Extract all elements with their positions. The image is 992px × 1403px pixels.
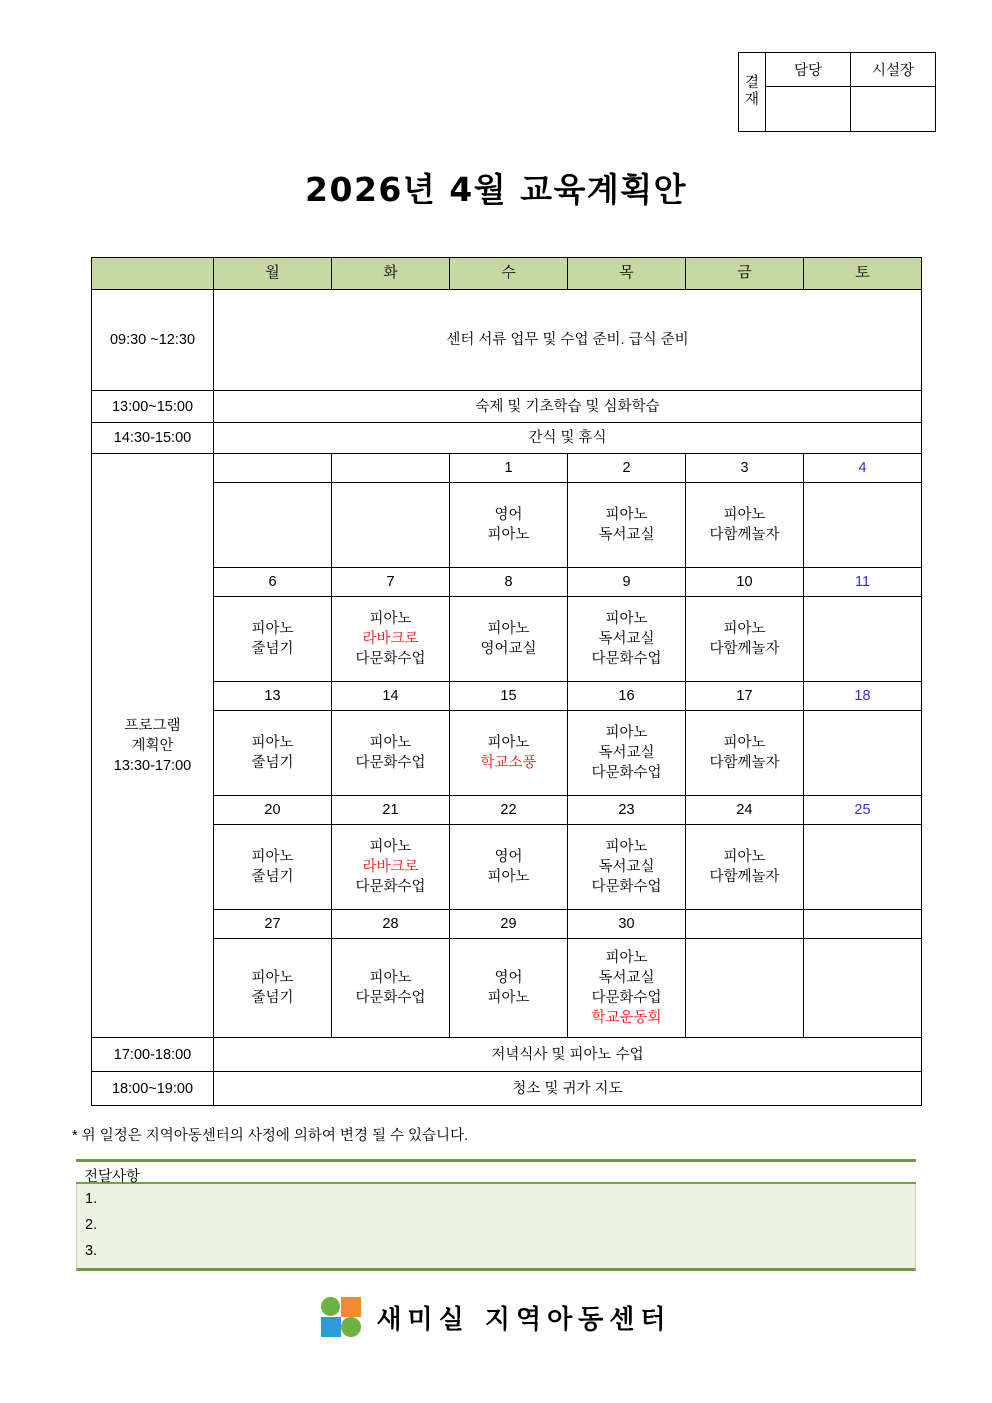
- header-friday: 금: [686, 258, 804, 290]
- program-plan-line-2: 계획안: [131, 737, 174, 754]
- row-homework: [92, 391, 922, 423]
- activity-cell: [450, 711, 568, 796]
- organization-name: 새미실 지역아동센터: [376, 1304, 672, 1335]
- date-cell: 2: [568, 454, 686, 483]
- activity-line: 피아노: [605, 725, 648, 741]
- date-cell: 17: [686, 682, 804, 711]
- activity-line: 학교소풍: [480, 755, 537, 771]
- approval-signature-damdang[interactable]: [766, 87, 851, 132]
- activity-cell: [686, 597, 804, 682]
- date-cell: 24: [686, 796, 804, 825]
- calendar-date-row-week5: [92, 910, 922, 939]
- schedule-table-container: [91, 257, 919, 1106]
- date-cell: 27: [214, 910, 332, 939]
- activity-line: 피아노: [251, 621, 294, 637]
- activity-cell: [804, 597, 922, 682]
- activity-line: 다함께놀자: [709, 869, 780, 885]
- date-cell: [686, 910, 804, 939]
- logo-quadrant-top-right: [341, 1297, 361, 1317]
- activity-cell: [214, 483, 332, 568]
- header-saturday: 토: [804, 258, 922, 290]
- date-cell: 13: [214, 682, 332, 711]
- activity-line: 줄넘기: [251, 755, 294, 771]
- date-cell: 29: [450, 910, 568, 939]
- calendar-activity-row-week3: [92, 711, 922, 796]
- header-thursday: 목: [568, 258, 686, 290]
- activity-line: 피아노: [723, 621, 766, 637]
- activity-cell: [804, 825, 922, 910]
- date-cell-saturday: 25: [804, 796, 922, 825]
- schedule-disclaimer: * 위 일정은 지역아동센터의 사정에 의하여 변경 될 수 있습니다.: [72, 1128, 469, 1144]
- row-dinner: [92, 1038, 922, 1072]
- activity-line: 독서교실: [598, 970, 655, 986]
- activity-cell: [214, 939, 332, 1038]
- activity-line: 줄넘기: [251, 641, 294, 657]
- header-monday: 월: [214, 258, 332, 290]
- date-cell: 10: [686, 568, 804, 597]
- activity-cell: [214, 825, 332, 910]
- header-corner-cell: [92, 258, 214, 290]
- activity-line: 피아노: [605, 611, 648, 627]
- activity-cell: [568, 939, 686, 1038]
- day-of-week-header-row: [92, 258, 922, 290]
- activity-cell: [804, 939, 922, 1038]
- notice-item[interactable]: 3.: [85, 1243, 98, 1259]
- date-cell: 15: [450, 682, 568, 711]
- activity-line: 다문화수업: [355, 990, 426, 1006]
- date-cell: 14: [332, 682, 450, 711]
- activity-line: 다문화수업: [355, 879, 426, 895]
- activity-line: 영어: [494, 970, 523, 986]
- approval-header-row: [739, 53, 936, 87]
- activity-line: 다문화수업: [591, 651, 662, 667]
- date-cell: 16: [568, 682, 686, 711]
- notice-item[interactable]: 1.: [85, 1191, 98, 1207]
- date-cell: 21: [332, 796, 450, 825]
- activity-line: 영어교실: [480, 641, 537, 657]
- date-cell: 22: [450, 796, 568, 825]
- date-cell: 6: [214, 568, 332, 597]
- activity-line: 다문화수업: [355, 755, 426, 771]
- activity-cell: [450, 597, 568, 682]
- activity-line: 독서교실: [598, 859, 655, 875]
- calendar-date-row-week3: [92, 682, 922, 711]
- activity-line: 라바크로: [362, 859, 419, 875]
- approval-label-cell: [739, 53, 766, 132]
- logo-quadrant-top-left: [321, 1297, 340, 1316]
- activity-cell: [214, 711, 332, 796]
- row-snack: [92, 423, 922, 454]
- date-cell-saturday: [804, 910, 922, 939]
- date-cell: [214, 454, 332, 483]
- activity-cell: [332, 483, 450, 568]
- time-homework: 13:00~15:00: [92, 391, 214, 423]
- activity-line: 독서교실: [598, 745, 655, 761]
- activity-line: 피아노: [251, 970, 294, 986]
- activity-cleanup: 청소 및 귀가 지도: [214, 1072, 922, 1106]
- activity-dinner: 저녁식사 및 피아노 수업: [214, 1038, 922, 1072]
- activity-cell: [214, 597, 332, 682]
- notices-box: [76, 1159, 916, 1271]
- notices-list: [76, 1184, 916, 1271]
- header-wednesday: 수: [450, 258, 568, 290]
- activity-cell: [804, 483, 922, 568]
- date-cell: 1: [450, 454, 568, 483]
- program-plan-line-1: 프로그램: [124, 717, 181, 734]
- activity-line: 다함께놀자: [709, 755, 780, 771]
- activity-line: 피아노: [487, 621, 530, 637]
- activity-cell: [450, 825, 568, 910]
- activity-line: 다함께놀자: [709, 527, 780, 543]
- activity-cell: [804, 711, 922, 796]
- activity-line: 피아노: [251, 849, 294, 865]
- activity-line: 피아노: [369, 611, 412, 627]
- activity-line: 학교운동회: [591, 1010, 662, 1026]
- calendar-date-row-week1: [92, 454, 922, 483]
- approval-signature-siseoljang[interactable]: [851, 87, 936, 132]
- date-cell: 9: [568, 568, 686, 597]
- activity-cell: [686, 825, 804, 910]
- time-morning: 09:30 ~12:30: [92, 290, 214, 391]
- activity-line: 다함께놀자: [709, 641, 780, 657]
- activity-line: 피아노: [369, 839, 412, 855]
- activity-line: 다문화수업: [591, 990, 662, 1006]
- date-cell: 8: [450, 568, 568, 597]
- activity-cell: [450, 939, 568, 1038]
- activity-line: 다문화수업: [591, 879, 662, 895]
- activity-line: 피아노: [251, 735, 294, 751]
- activity-cell: [568, 483, 686, 568]
- activity-line: 독서교실: [598, 631, 655, 647]
- activity-cell: [686, 711, 804, 796]
- activity-cell: [686, 939, 804, 1038]
- approval-table: [738, 52, 936, 132]
- date-cell: 30: [568, 910, 686, 939]
- date-cell: 23: [568, 796, 686, 825]
- activity-line: 다문화수업: [355, 651, 426, 667]
- date-cell: 28: [332, 910, 450, 939]
- activity-line: 피아노: [487, 869, 530, 885]
- notices-header: 전달사항: [76, 1159, 916, 1184]
- activity-cell: [568, 597, 686, 682]
- logo-quadrant-bottom-right: [341, 1317, 361, 1337]
- calendar-date-row-week4: [92, 796, 922, 825]
- calendar-activity-row-week2: [92, 597, 922, 682]
- row-morning-prep: [92, 290, 922, 391]
- date-cell: [332, 454, 450, 483]
- activity-cell: [686, 483, 804, 568]
- approval-label-char-2: 재: [744, 92, 759, 108]
- logo-quadrant-bottom-left: [321, 1317, 341, 1337]
- activity-cell: [332, 825, 450, 910]
- time-dinner: 17:00-18:00: [92, 1038, 214, 1072]
- calendar-activity-row-week4: [92, 825, 922, 910]
- activity-line: 피아노: [605, 839, 648, 855]
- approval-signature-row: [739, 87, 936, 132]
- activity-line: 피아노: [487, 990, 530, 1006]
- calendar-activity-row-week5: [92, 939, 922, 1038]
- activity-line: 피아노: [369, 970, 412, 986]
- date-cell: 7: [332, 568, 450, 597]
- activity-cell: [450, 483, 568, 568]
- activity-line: 피아노: [487, 527, 530, 543]
- activity-line: 다문화수업: [591, 765, 662, 781]
- date-cell: 3: [686, 454, 804, 483]
- activity-line: 피아노: [723, 507, 766, 523]
- time-cleanup: 18:00~19:00: [92, 1072, 214, 1106]
- page-title: 2026년 4월 교육계획안: [305, 170, 687, 209]
- time-snack: 14:30-15:00: [92, 423, 214, 454]
- schedule-table: [91, 257, 922, 1106]
- approval-label-char-1: 결: [744, 75, 759, 92]
- activity-line: 영어: [494, 849, 523, 865]
- activity-cell: [332, 939, 450, 1038]
- activity-cell: [332, 597, 450, 682]
- activity-line: 줄넘기: [251, 869, 294, 885]
- activity-line: 줄넘기: [251, 990, 294, 1006]
- program-plan-label: [92, 454, 214, 1038]
- activity-line: 영어: [494, 507, 523, 523]
- calendar-date-row-week2: [92, 568, 922, 597]
- activity-line: 피아노: [723, 735, 766, 751]
- activity-line: 피아노: [605, 950, 648, 966]
- activity-line: 피아노: [487, 735, 530, 751]
- activity-morning-prep: 센터 서류 업무 및 수업 준비. 급식 준비: [214, 290, 922, 391]
- approval-column-siseoljang: 시설장: [851, 53, 936, 87]
- activity-line: 라바크로: [362, 631, 419, 647]
- notice-item[interactable]: 2.: [85, 1217, 98, 1233]
- footer: [0, 1296, 992, 1338]
- activity-line: 피아노: [605, 507, 648, 523]
- activity-line: 피아노: [723, 849, 766, 865]
- approval-column-damdang: 담당: [766, 53, 851, 87]
- approval-box: [738, 52, 936, 132]
- calendar-activity-row-week1: [92, 483, 922, 568]
- date-cell: 20: [214, 796, 332, 825]
- date-cell-saturday: 4: [804, 454, 922, 483]
- activity-line: 독서교실: [598, 527, 655, 543]
- date-cell-saturday: 18: [804, 682, 922, 711]
- activity-homework: 숙제 및 기초학습 및 심화학습: [214, 391, 922, 423]
- activity-snack: 간식 및 휴식: [214, 423, 922, 454]
- activity-cell: [568, 711, 686, 796]
- header-tuesday: 화: [332, 258, 450, 290]
- row-cleanup: [92, 1072, 922, 1106]
- pinwheel-logo-icon: [320, 1296, 362, 1338]
- program-plan-line-3: 13:30-17:00: [113, 757, 192, 774]
- activity-line: 피아노: [369, 735, 412, 751]
- activity-cell: [568, 825, 686, 910]
- activity-cell: [332, 711, 450, 796]
- date-cell-saturday: 11: [804, 568, 922, 597]
